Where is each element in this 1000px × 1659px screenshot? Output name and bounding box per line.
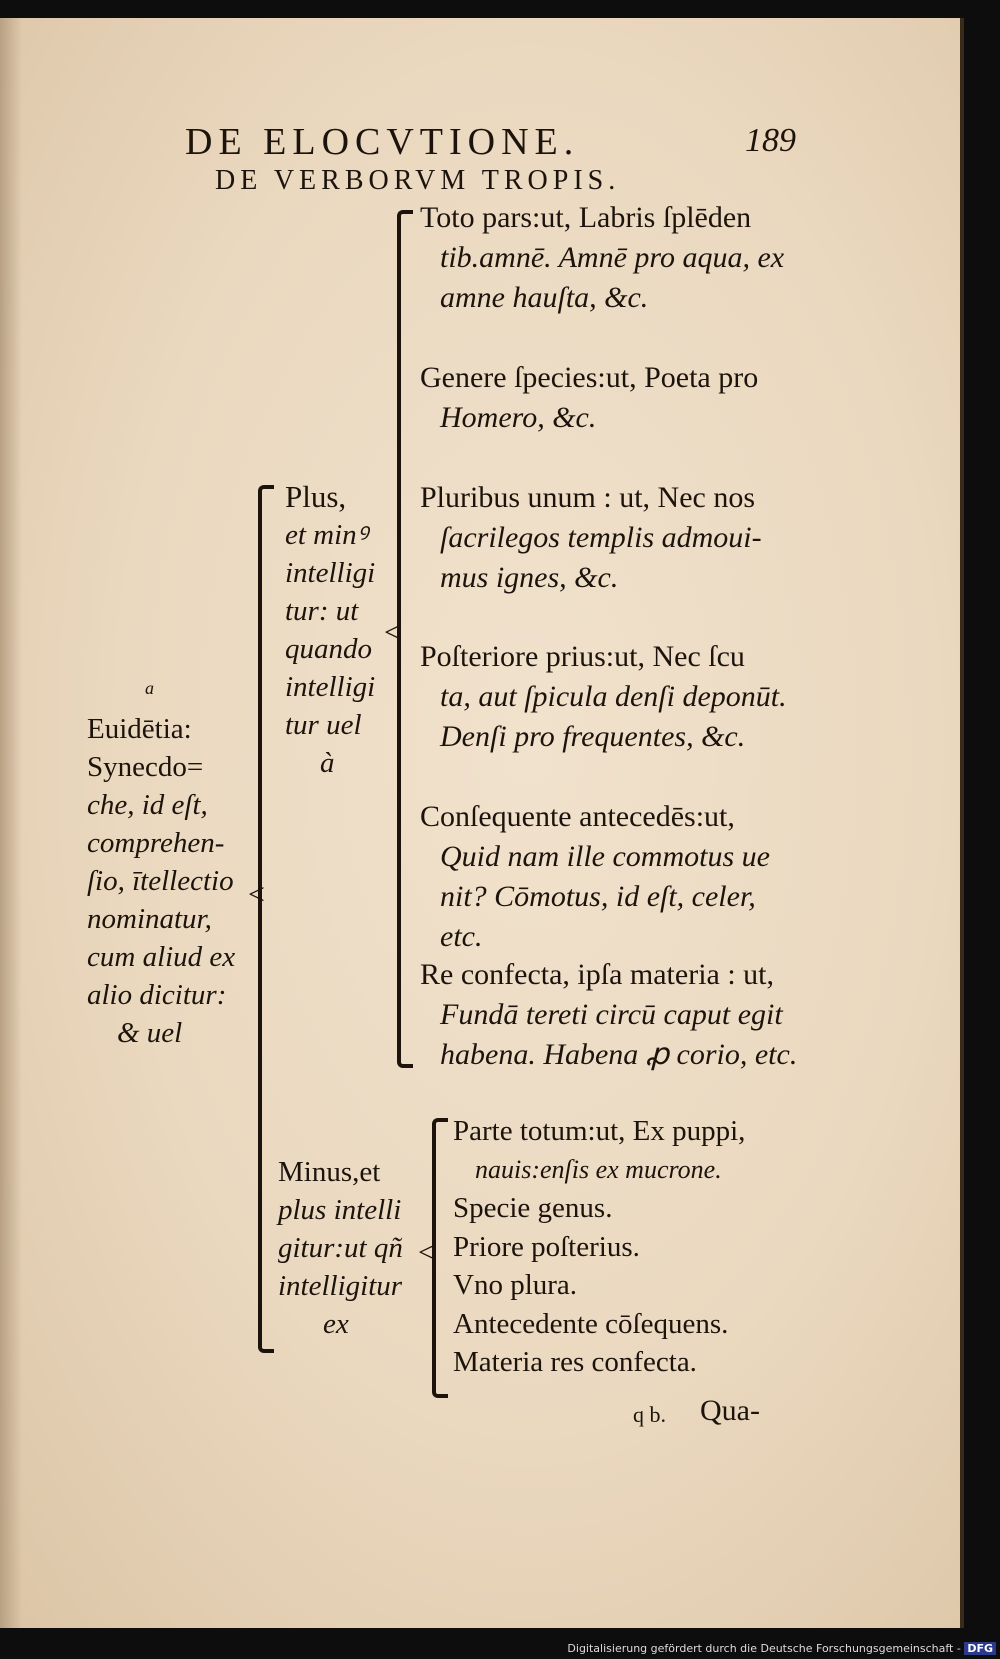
dfg-logo: DFG bbox=[964, 1642, 996, 1655]
left-line: alio dicitur: bbox=[87, 979, 227, 1011]
page-gutter-shadow bbox=[0, 18, 22, 1628]
outer-brace-tip: < bbox=[248, 878, 265, 911]
plus-line: tur: ut bbox=[285, 595, 359, 627]
entry-posteriore-prius bbox=[420, 637, 800, 757]
minus-entry: nauis:enſis ex mucrone. bbox=[475, 1154, 722, 1184]
minus-entry: Vno plura. bbox=[453, 1269, 578, 1301]
left-column bbox=[87, 710, 247, 1052]
plus-line: intelligi bbox=[285, 557, 376, 589]
left-line: nominatur, bbox=[87, 903, 212, 935]
entry-pluribus-unum bbox=[420, 478, 800, 598]
marginal-marker: a bbox=[145, 678, 154, 698]
minus-line: ex bbox=[323, 1308, 349, 1340]
section-subtitle: DE VERBORVM TROPIS. bbox=[215, 165, 621, 196]
minus-entry: Specie genus. bbox=[453, 1192, 613, 1224]
entry-line: Conſequente antecedēs:ut, bbox=[420, 800, 735, 833]
plus-branch bbox=[285, 478, 395, 782]
digitization-footer bbox=[567, 1642, 996, 1655]
entry-line: tib.amnē. Amnē pro aqua, ex bbox=[440, 241, 785, 274]
minus-line: Minus,et bbox=[278, 1156, 381, 1188]
minus-line: intelligitur bbox=[278, 1270, 403, 1302]
entry-line: Pluribus unum : ut, Nec nos bbox=[420, 481, 755, 514]
plus-line: intelligi bbox=[285, 671, 376, 703]
plus-line: et minꝰ bbox=[285, 519, 368, 551]
entry-line: Quid nam ille commotus ue bbox=[440, 840, 770, 873]
left-line: ſio, ītellectio bbox=[87, 865, 234, 897]
minus-entry: Antecedente cōſequens. bbox=[453, 1307, 729, 1340]
left-line: Euidētia: bbox=[87, 713, 192, 745]
page-number: 189 bbox=[745, 122, 796, 159]
entry-line: amne hauſta, &c. bbox=[440, 281, 649, 314]
minus-branch bbox=[278, 1153, 418, 1343]
minus-entry: Materia res confecta. bbox=[453, 1346, 697, 1378]
entry-line: nit? Cōmotus, id eſt, celer, etc. bbox=[440, 880, 756, 953]
entry-consequente-antecedens bbox=[420, 797, 800, 957]
left-line: & uel bbox=[117, 1017, 183, 1049]
minus-entries bbox=[453, 1112, 813, 1382]
left-line: che, id eſt, bbox=[87, 789, 208, 821]
entry-line: mus ignes, &c. bbox=[440, 561, 619, 594]
plus-line: quando bbox=[285, 633, 372, 665]
outer-brace bbox=[258, 485, 274, 1353]
footer-text: Digitalisierung gefördert durch die Deutsche Forschungsgemeinschaft - bbox=[567, 1642, 961, 1655]
plus-brace-tip: < bbox=[384, 616, 401, 649]
entry-line: Re confecta, ipſa materia : ut, bbox=[420, 958, 775, 991]
entry-re-confecta bbox=[420, 955, 800, 1075]
entry-line: Denſi pro frequentes, &c. bbox=[440, 720, 746, 753]
plus-line: Plus, bbox=[285, 479, 347, 514]
running-title: DE ELOCVTIONE. bbox=[185, 121, 580, 163]
signature-mark: q b. bbox=[633, 1402, 666, 1427]
entry-genere-species bbox=[420, 358, 800, 438]
entry-line: Genere ſpecies:ut, Poeta pro bbox=[420, 361, 759, 394]
entry-line: ta, aut ſpicula denſi deponūt. bbox=[440, 680, 787, 713]
entry-line: Fundā tereti circū caput egit bbox=[440, 998, 783, 1031]
entry-line: Homero, &c. bbox=[440, 401, 597, 434]
entry-line: ſacrilegos templis admoui- bbox=[440, 521, 762, 554]
left-line: cum aliud ex bbox=[87, 941, 236, 973]
plus-line: tur uel bbox=[285, 709, 362, 741]
left-line: Synecdo= bbox=[87, 751, 204, 783]
minus-entry: Parte totum:ut, Ex puppi, bbox=[453, 1115, 746, 1147]
left-line: comprehen- bbox=[87, 827, 225, 859]
minus-brace-tip: < bbox=[418, 1236, 435, 1269]
entry-line: habena. Habena ꝓ corio, etc. bbox=[440, 1038, 798, 1071]
entry-line: Toto pars:ut, Labris ſplēden bbox=[420, 201, 752, 234]
minus-line: plus intelli bbox=[278, 1194, 402, 1226]
minus-entry: Priore poſterius. bbox=[453, 1230, 640, 1263]
plus-line: à bbox=[320, 747, 335, 779]
entry-line: Poſteriore prius:ut, Nec ſcu bbox=[420, 640, 745, 673]
entry-toto-pars bbox=[420, 198, 800, 318]
catchword: Qua- bbox=[700, 1394, 760, 1427]
minus-line: gitur:ut qñ bbox=[278, 1232, 403, 1264]
